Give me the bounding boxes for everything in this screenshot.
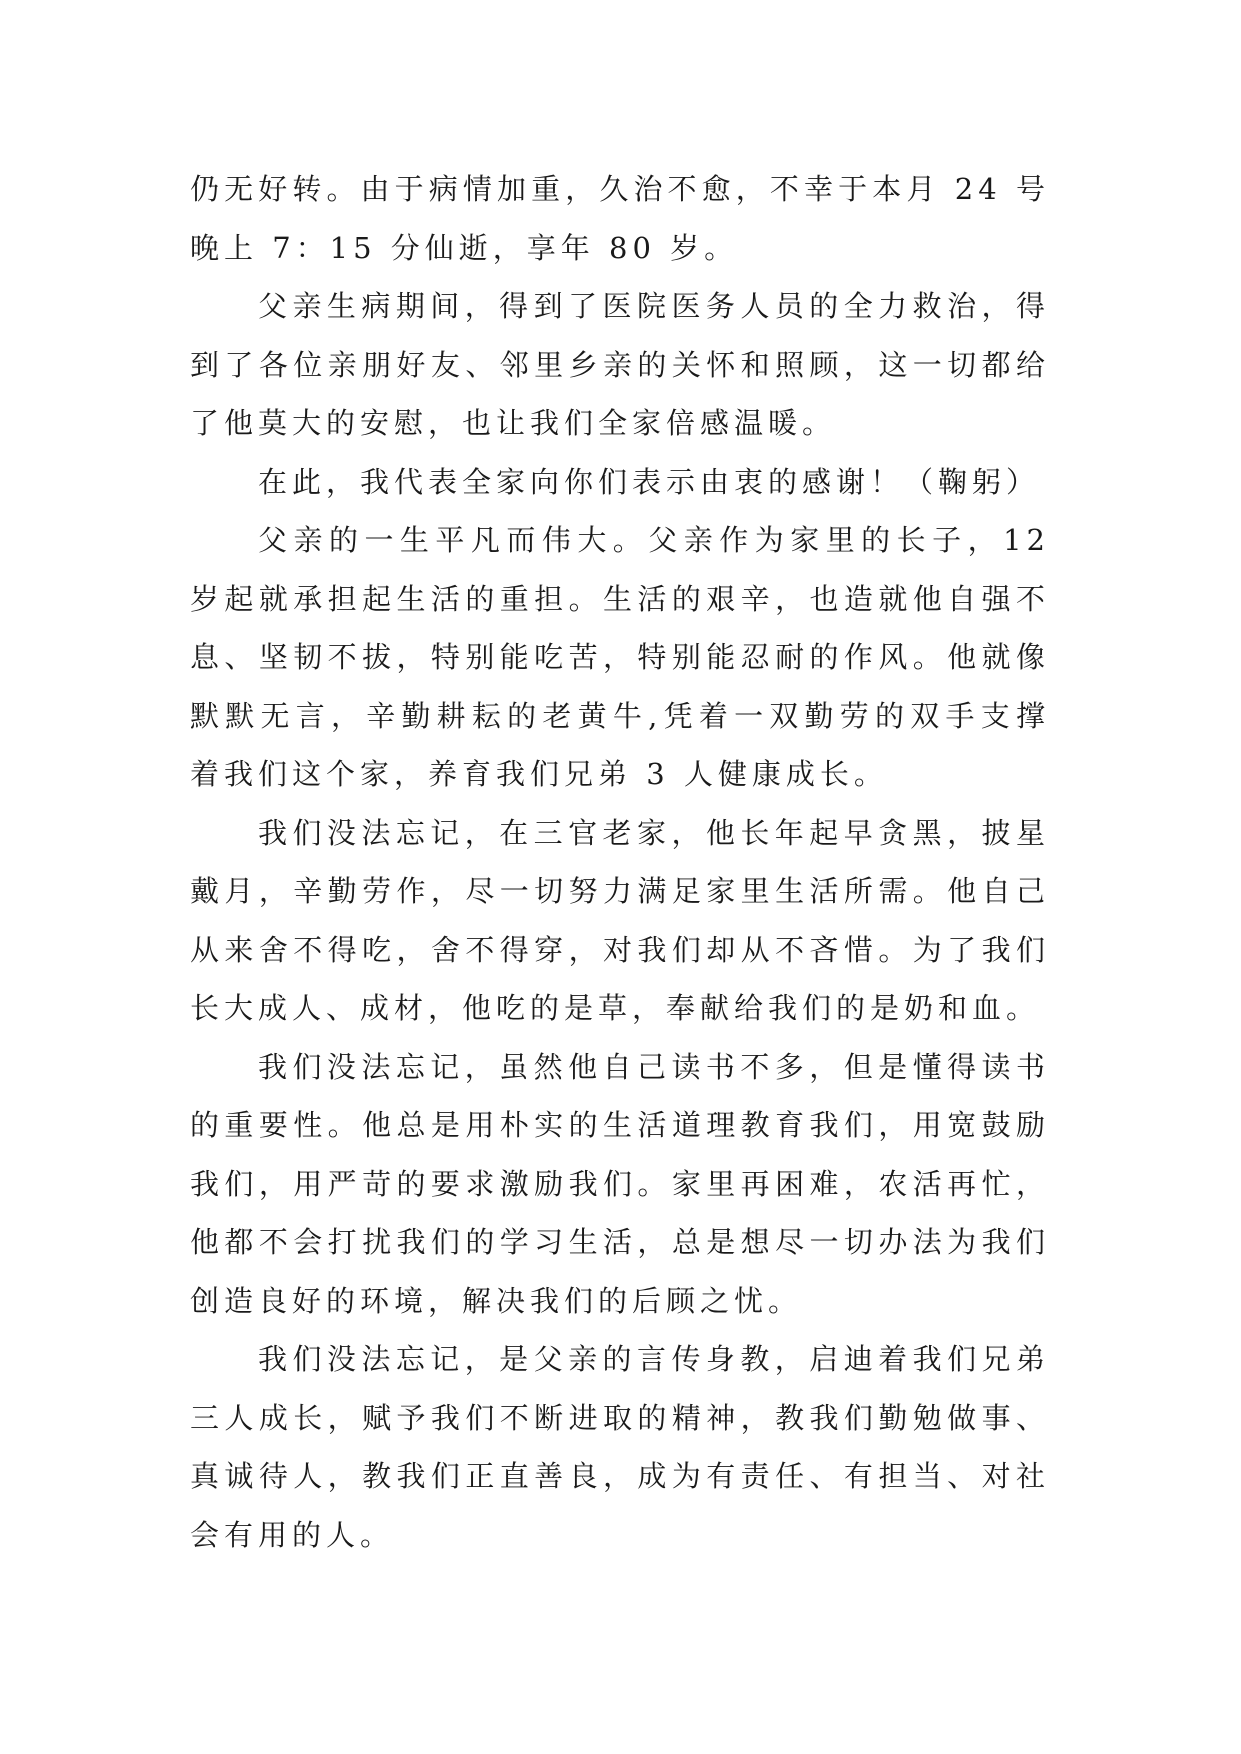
paragraph-memory-hometown: 我们没法忘记，在三官老家，他长年起早贪黑，披星戴月，辛勤劳作，尽一切努力满足家里生活所需。他自己从来舍不得吃，舍不得穿，对我们却从不吝惜。为了我们长大成人、成材，他吃的是草，奉献给我们的是奶和血。 [190,815,1050,1025]
document-body [190,160,1065,1564]
paragraph-thanks: 在此，我代表全家向你们表示由衷的感谢！（鞠躬） [258,464,1041,499]
paragraph-illness: 父亲生病期间，得到了医院医务人员的全力救治，得到了各位亲朋好友、邻里乡亲的关怀和照顾，这一切都给了他莫大的安慰，也让我们全家倍感温暖。 [190,289,1050,440]
paragraph-memory-education: 我们没法忘记，虽然他自己读书不多，但是懂得读书的重要性。他总是用朴实的生活道理教育我们，用宽鼓励我们，用严苛的要求激励我们。家里再困难，农活再忙，他都不会打扰我们的学习生活，总是想尽一切办法为我们创造良好的环境，解决我们的后顾之忧。 [190,1049,1050,1318]
paragraph-memory-example: 我们没法忘记，是父亲的言传身教，启迪着我们兄弟三人成长，赋予我们不断进取的精神，教我们勤勉做事、真诚待人，教我们正直善良，成为有责任、有担当、对社会有用的人。 [190,1342,1050,1552]
paragraph-life: 父亲的一生平凡而伟大。父亲作为家里的长子，12 岁起就承担起生活的重担。生活的艰辛，也造就他自强不息、坚韧不拔，特别能吃苦，特别能忍耐的作风。他就像默默无言，辛勤耕耘的老黄牛,凭着一双勤劳的双手支撑着我们这个家，养育我们兄弟 3 人健康成长。 [190,523,1065,791]
paragraph-continuation: 仍无好转。由于病情加重，久治不愈，不幸于本月 24 号晚上 7：15 分仙逝，享年 80 岁。 [190,172,1050,265]
